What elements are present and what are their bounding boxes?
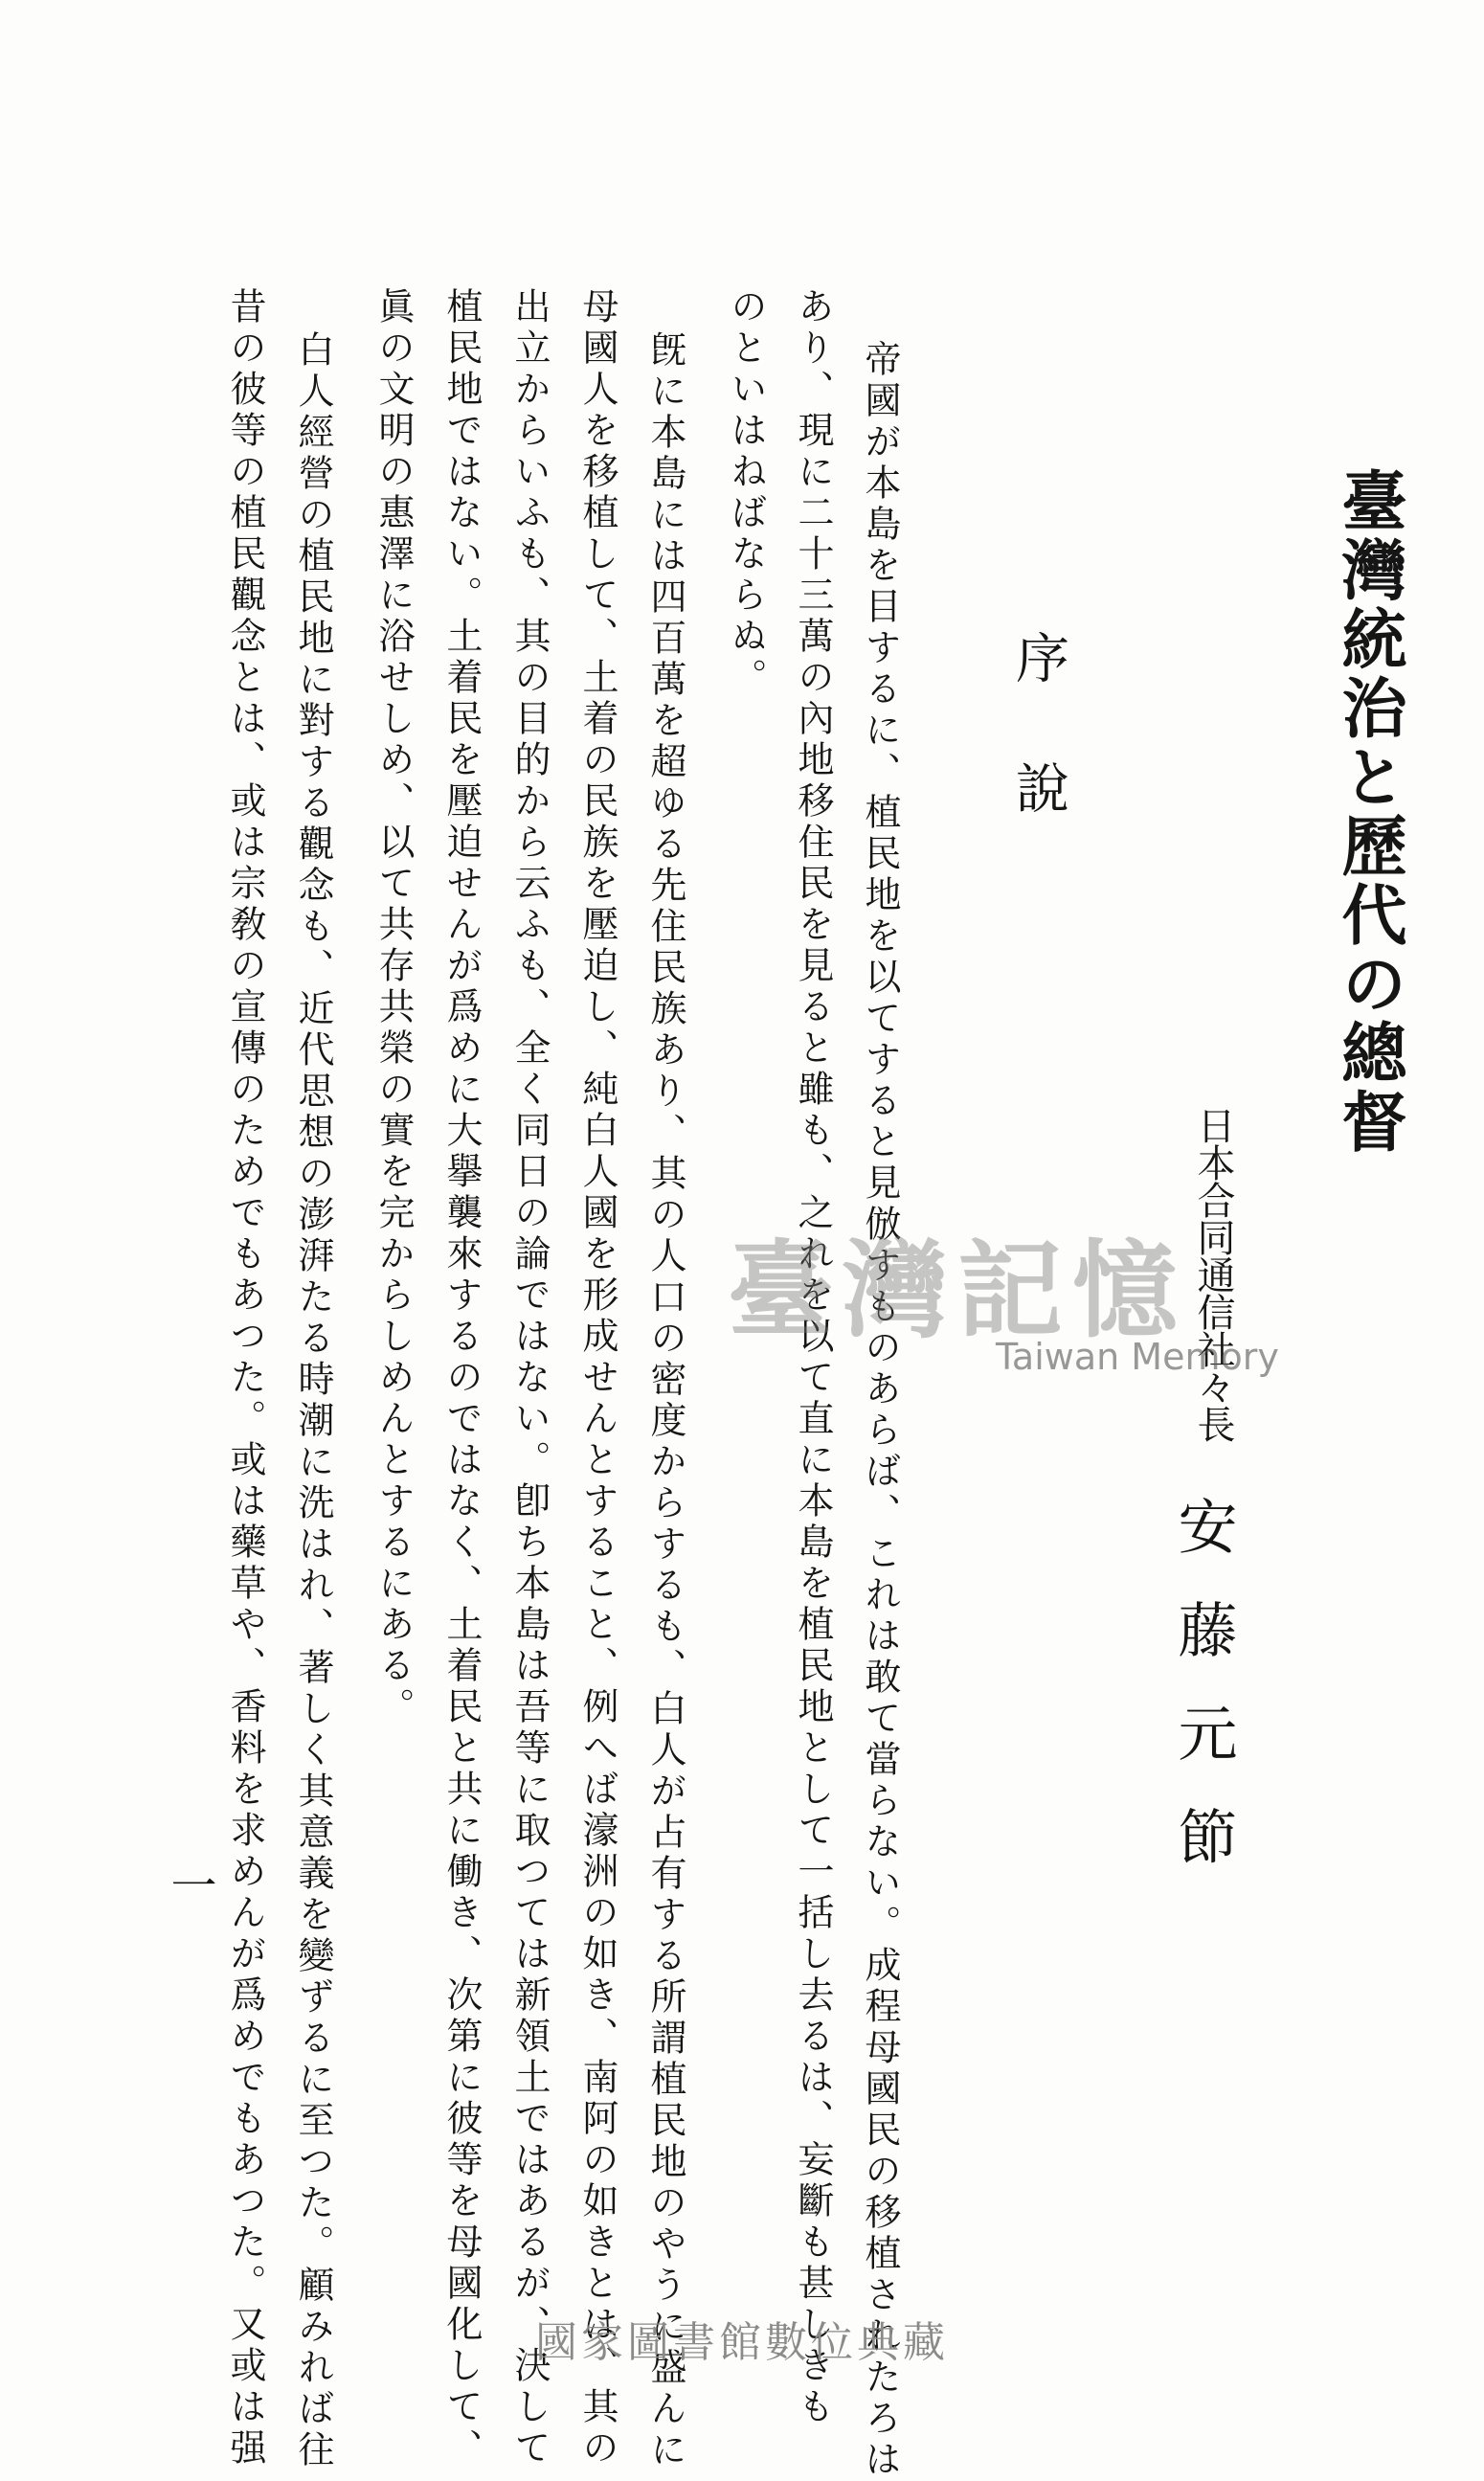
author-name: 安藤元節: [1168, 1496, 1238, 1909]
body-line: 旣に本島には四百萬を超ゆる先住民族あり、其の人口の密度からするも、白人が占有する所謂植民地のやうに盛んに: [644, 330, 686, 2471]
page-number: 一: [163, 1861, 216, 1907]
body-line: 母國人を移植して、土着の民族を壓迫し、純白人國を形成せんとすること、例へば濠洲の如き、南阿の如きとは、其の: [576, 287, 618, 2470]
body-line: 植民地ではない。土着民を壓迫せんが爲めに大擧襲來するのではなく、土着民と共に働き、次第に彼等を母國化して、: [440, 287, 483, 2470]
body-line: 眞の文明の惠澤に浴せしめ、以て共存共榮の實を完からしめんとするにある。: [372, 287, 415, 1728]
body-line: 帝國が本島を目するに、植民地を以てすると見倣すものあらば、これは敢て當らない。成程母國民の移植されたろは: [859, 340, 901, 2481]
body-line: 出立からいふも、其の目的から云ふも、全く同日の論ではない。卽ち本島は吾等に取つては新領土ではあるが、決して: [508, 287, 551, 2470]
section-heading: 序說: [1007, 630, 1069, 891]
document-title: 臺灣統治と歷代の總督: [1331, 467, 1407, 1157]
body-line: 白人經營の植民地に對する觀念も、近代思想の澎湃たる時潮に洗はれ、著しく其意義を變ずるに至つた。顧みれば往: [292, 330, 334, 2471]
footer-source: 國家圖書館數位典藏: [535, 2318, 949, 2367]
watermark-logo-text: 臺灣記憶: [728, 1229, 1187, 1352]
body-line: あり、現に二十三萬の內地移住民を見ると雖も、之れを以て直に本島を植民地として一括し去るは、妄斷も甚しきも: [792, 287, 834, 2428]
watermark-subtitle: Taiwan Memory: [996, 1336, 1279, 1378]
body-line: 昔の彼等の植民觀念とは、或は宗敎の宣傳のためでもあつた。或は藥草や、香料を求めんが爲めでもあつた。又或は强: [224, 287, 266, 2470]
body-line: のといはねばならぬ。: [725, 287, 767, 699]
author-affiliation: 日本合同通信社々長: [1191, 1106, 1235, 1442]
